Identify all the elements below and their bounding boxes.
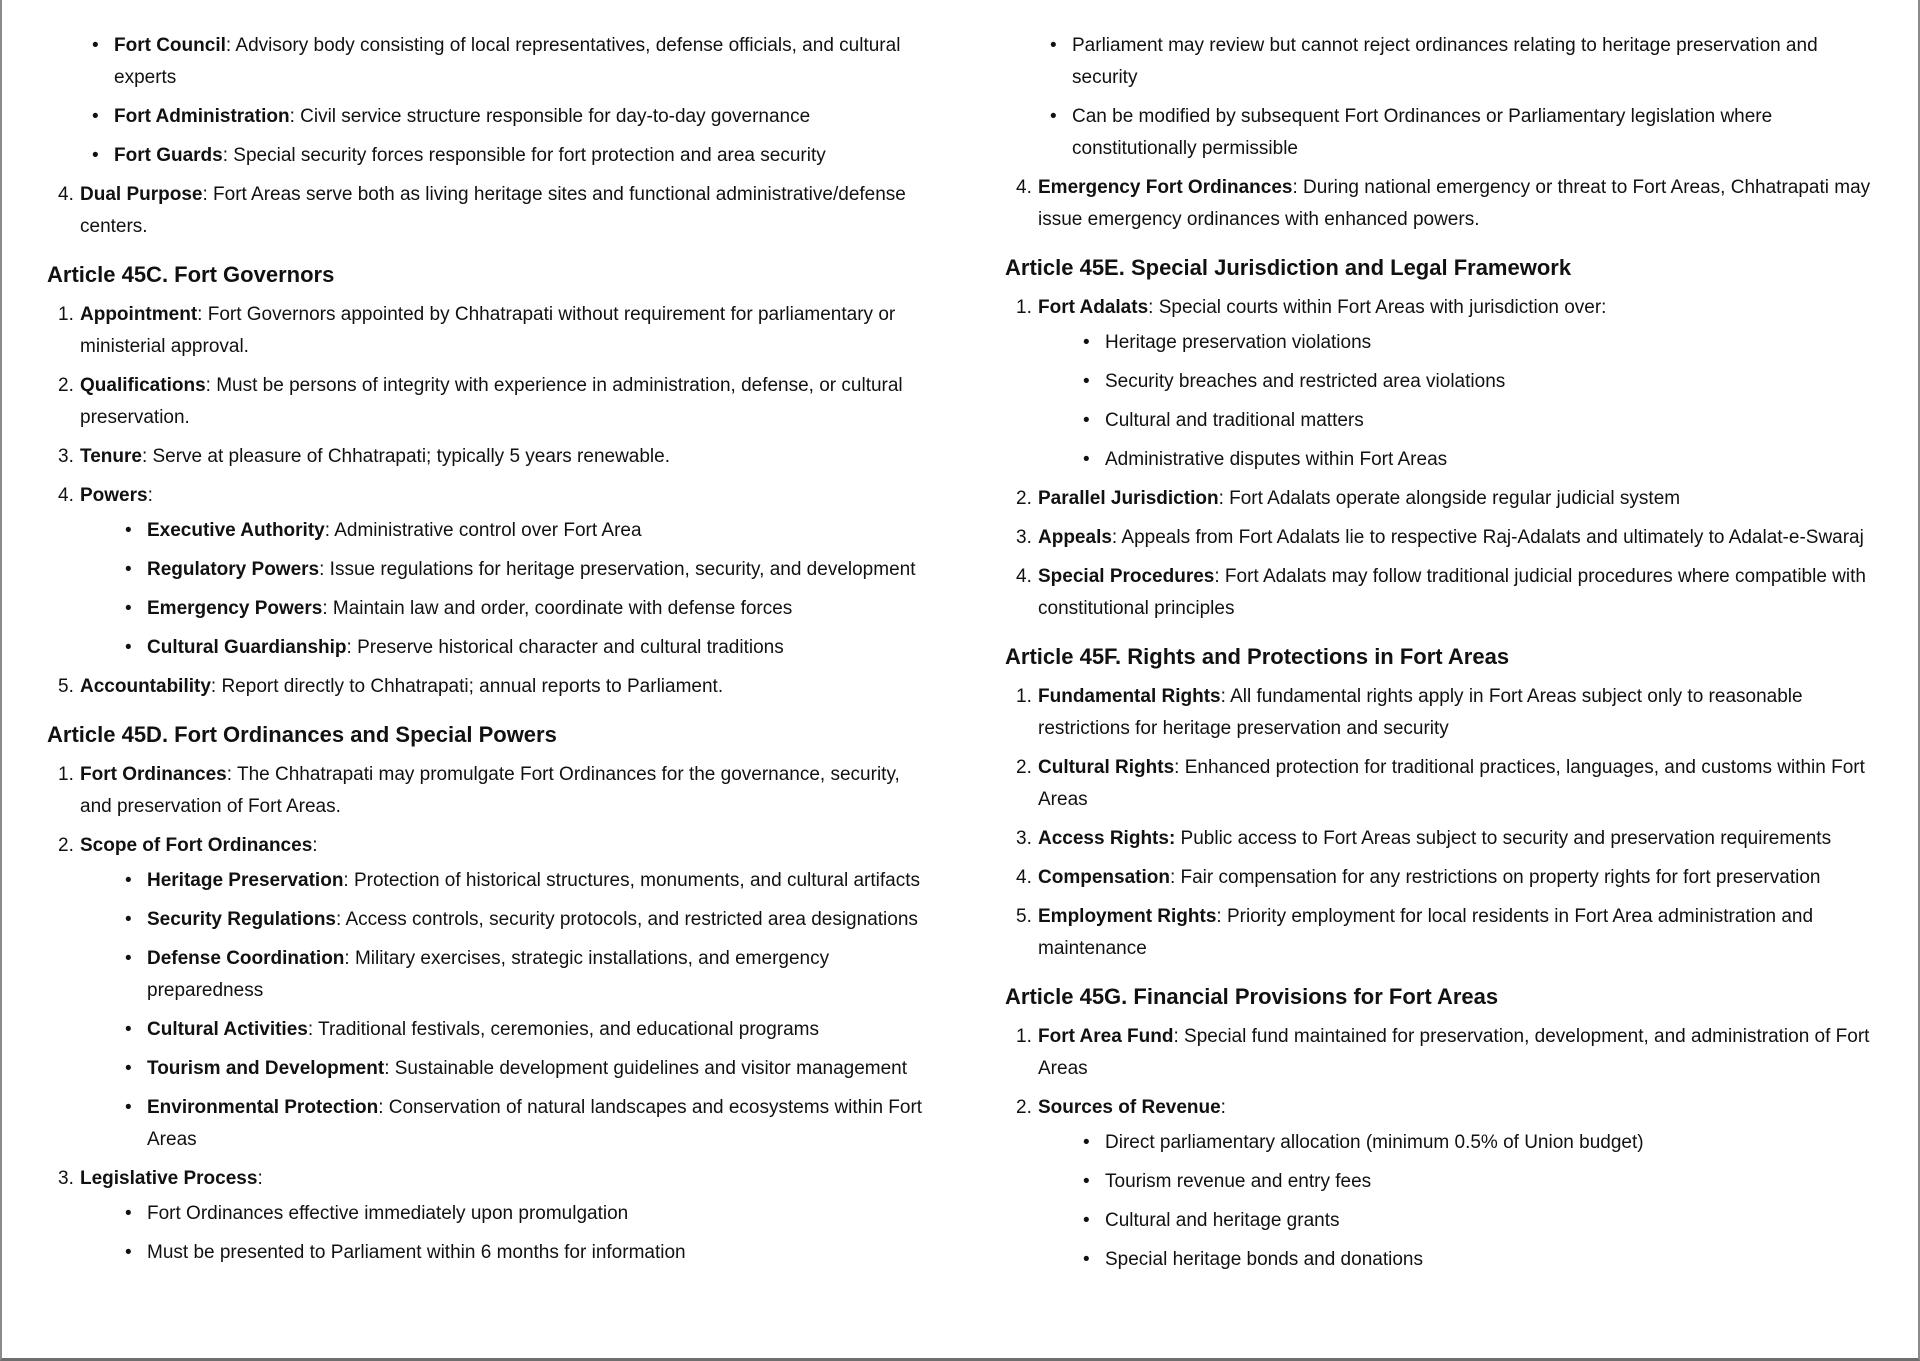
item-text: : Must be persons of integrity with experience in administration, defense, or cultural preservation. — [80, 375, 903, 428]
item-term: Regulatory Powers — [147, 559, 320, 580]
bullet-icon: • — [125, 520, 132, 541]
right-column — [1005, 30, 1885, 1283]
bullet-icon: • — [1083, 1249, 1090, 1270]
list-item — [47, 1163, 927, 1269]
item-term: Compensation — [1038, 867, 1170, 888]
item-text: : Fort Adalats may follow traditional judicial procedures where compatible with constitutional principles — [1038, 566, 1866, 619]
item-number: 1. — [1016, 297, 1032, 318]
item-term: Fort Area Fund — [1038, 1026, 1174, 1047]
item-text: Parliament may review but cannot reject ordinances relating to heritage preservation and security — [1072, 35, 1818, 88]
bullet-icon: • — [125, 637, 132, 658]
list-item — [80, 593, 927, 625]
bullet-icon: • — [125, 909, 132, 930]
powers-list — [80, 515, 927, 664]
list-item — [47, 370, 927, 434]
bullet-icon: • — [1050, 106, 1057, 127]
left-column — [47, 30, 927, 1276]
item-text: : Fort Areas serve both as living heritage sites and functional administrative/defense centers. — [80, 184, 906, 237]
item-text: Tourism revenue and entry fees — [1105, 1171, 1372, 1192]
list-item — [1038, 405, 1885, 437]
item-number: 2. — [1016, 488, 1032, 509]
item-number: 4. — [58, 184, 74, 205]
item-text: : Traditional festivals, ceremonies, and educational programs — [307, 1019, 819, 1040]
bullet-icon: • — [125, 870, 132, 891]
bullet-icon: • — [1050, 35, 1057, 56]
item-term: Qualifications — [80, 375, 206, 396]
item-text: : Priority employment for local residents in Fort Area administration and maintenance — [1038, 906, 1814, 959]
emergency-ordinances-list — [1005, 172, 1885, 236]
list-item — [1038, 1244, 1885, 1276]
list-item — [1005, 823, 1885, 855]
item-number: 2. — [58, 835, 74, 856]
item-text: : Serve at pleasure of Chhatrapati; typically 5 years renewable. — [141, 446, 670, 467]
heading-article-45g: Article 45G. Financial Provisions for Fort Areas — [1005, 984, 1499, 1009]
list-item — [1005, 292, 1885, 476]
item-text: : Enhanced protection for traditional practices, languages, and customs within Fort Areas — [1038, 757, 1865, 810]
jurisdiction-list — [1038, 327, 1885, 476]
item-text: : Appeals from Fort Adalats lie to respective Raj-Adalats and ultimately to Adalat-e-Swaraj — [1111, 527, 1864, 548]
list-item — [47, 759, 927, 823]
list-item — [47, 101, 927, 133]
item-number: 1. — [1016, 686, 1032, 707]
list-item — [1005, 901, 1885, 965]
bullet-icon: • — [92, 106, 99, 127]
legislative-process-list — [80, 1198, 927, 1269]
article-45g-list — [1005, 1021, 1885, 1276]
item-term: Fort Ordinances — [80, 764, 227, 785]
item-term: Employment Rights — [1038, 906, 1217, 927]
item-text: : Fort Adalats operate alongside regular judicial system — [1218, 488, 1681, 509]
item-number: 3. — [1016, 527, 1032, 548]
heading-article-45f: Article 45F. Rights and Protections in Fort Areas — [1005, 644, 1510, 669]
item-term: Special Procedures — [1038, 566, 1215, 587]
bullet-icon: • — [125, 1019, 132, 1040]
bullet-icon: • — [1083, 371, 1090, 392]
item-number: 2. — [58, 375, 74, 396]
list-item — [80, 515, 927, 547]
bullet-icon: • — [1083, 1171, 1090, 1192]
heading-article-45c: Article 45C. Fort Governors — [47, 262, 335, 287]
item-number: 3. — [58, 1168, 74, 1189]
list-item — [80, 865, 927, 897]
item-text: : Maintain law and order, coordinate with defense forces — [322, 598, 793, 619]
item-term: Emergency Fort Ordinances — [1038, 177, 1293, 198]
bullet-icon: • — [1083, 332, 1090, 353]
item-number: 4. — [1016, 566, 1032, 587]
list-item — [47, 179, 927, 243]
item-text: : Fair compensation for any restrictions on property rights for fort preservation — [1169, 867, 1821, 888]
item-number: 3. — [1016, 828, 1032, 849]
item-text: : Special fund maintained for preservation, development, and administration of Fort Areas — [1038, 1026, 1870, 1079]
bullet-icon: • — [1083, 449, 1090, 470]
item-text: : The Chhatrapati may promulgate Fort Ordinances for the governance, security, and preservation of Fort Areas. — [80, 764, 900, 817]
article-45d-list — [47, 759, 927, 1269]
list-item — [1005, 752, 1885, 816]
item-text: Heritage preservation violations — [1105, 332, 1372, 353]
list-item — [1038, 327, 1885, 359]
list-item — [1005, 30, 1885, 94]
list-item — [47, 480, 927, 664]
item-term: Cultural Rights — [1038, 757, 1175, 778]
bullet-icon: • — [125, 559, 132, 580]
fort-bodies-list — [47, 30, 927, 172]
bullet-icon: • — [125, 948, 132, 969]
article-45f-list — [1005, 681, 1885, 965]
item-term: Scope of Fort Ordinances — [80, 835, 313, 856]
item-term: Tourism and Development — [147, 1058, 385, 1079]
list-item — [80, 943, 927, 1007]
item-text: Fort Ordinances effective immediately upon promulgation — [147, 1203, 629, 1224]
list-item — [1038, 1166, 1885, 1198]
item-text: : All fundamental rights apply in Fort Areas subject only to reasonable restrictions for heritage preservation and security — [1038, 686, 1803, 739]
item-text: Can be modified by subsequent Fort Ordinances or Parliamentary legislation where constitutionally permissible — [1072, 106, 1773, 159]
revenue-sources-list — [1038, 1127, 1885, 1276]
item-number: 1. — [1016, 1026, 1032, 1047]
item-text: : Report directly to Chhatrapati; annual reports to Parliament. — [210, 676, 724, 697]
item-text: : Sustainable development guidelines and visitor management — [384, 1058, 908, 1079]
item-term: Legislative Process — [80, 1168, 258, 1189]
bullet-icon: • — [1083, 410, 1090, 431]
bullet-icon: • — [125, 1242, 132, 1263]
item-term: Environmental Protection — [147, 1097, 379, 1118]
item-text: Direct parliamentary allocation (minimum 0.5% of Union budget) — [1105, 1132, 1644, 1153]
item-term: Parallel Jurisdiction — [1038, 488, 1219, 509]
item-term: Access Rights: — [1038, 828, 1176, 849]
item-text: : During national emergency or threat to Fort Areas, Chhatrapati may issue emergency ordinances with enhanced powers. — [1038, 177, 1871, 230]
list-item — [1005, 172, 1885, 236]
item-text: Must be presented to Parliament within 6 months for information — [147, 1242, 686, 1263]
list-item — [80, 1092, 927, 1156]
heading-article-45e: Article 45E. Special Jurisdiction and Legal Framework — [1005, 255, 1572, 280]
item-term: Fort Adalats — [1038, 297, 1149, 318]
item-term: Dual Purpose — [80, 184, 203, 205]
bullet-icon: • — [1083, 1132, 1090, 1153]
list-item — [1005, 483, 1885, 515]
list-item — [47, 140, 927, 172]
bullet-icon: • — [125, 1097, 132, 1118]
item-number: 1. — [58, 764, 74, 785]
list-item — [47, 830, 927, 1156]
item-text: : Protection of historical structures, monuments, and cultural artifacts — [343, 870, 920, 891]
item-term: Appointment — [80, 304, 198, 325]
list-item — [1005, 522, 1885, 554]
list-item — [1005, 1021, 1885, 1085]
list-item — [1005, 101, 1885, 165]
scope-list — [80, 865, 927, 1156]
item-text: : Special security forces responsible for fort protection and area security — [222, 145, 826, 166]
item-term: Tenure — [80, 446, 142, 467]
item-text: : — [147, 485, 153, 506]
list-item — [1038, 1127, 1885, 1159]
list-item — [80, 554, 927, 586]
item-text: Cultural and heritage grants — [1105, 1210, 1340, 1231]
list-item — [80, 1053, 927, 1085]
item-number: 5. — [58, 676, 74, 697]
item-term: Executive Authority — [147, 520, 325, 541]
item-text: Administrative disputes within Fort Areas — [1105, 449, 1448, 470]
item-text: : Issue regulations for heritage preservation, security, and development — [319, 559, 916, 580]
bullet-icon: • — [1083, 1210, 1090, 1231]
list-item — [1038, 366, 1885, 398]
bullet-icon: • — [92, 145, 99, 166]
list-item — [1005, 681, 1885, 745]
item-number: 2. — [1016, 1097, 1032, 1118]
bullet-icon: • — [92, 35, 99, 56]
item-term: Emergency Powers — [147, 598, 323, 619]
list-item — [1038, 444, 1885, 476]
item-number: 4. — [1016, 177, 1032, 198]
item-term: Security Regulations — [147, 909, 336, 930]
item-number: 4. — [58, 485, 74, 506]
item-text: Special heritage bonds and donations — [1105, 1249, 1423, 1270]
item-term: Fundamental Rights — [1038, 686, 1221, 707]
bullet-icon: • — [125, 598, 132, 619]
bullet-icon: • — [125, 1203, 132, 1224]
list-item — [1005, 1092, 1885, 1276]
list-item — [80, 904, 927, 936]
item-text: Cultural and traditional matters — [1105, 410, 1364, 431]
item-number: 2. — [1016, 757, 1032, 778]
item-text: : Civil service structure responsible for day-to-day governance — [289, 106, 811, 127]
bullet-icon: • — [125, 1058, 132, 1079]
item-number: 5. — [1016, 906, 1032, 927]
article-45c-list — [47, 299, 927, 703]
list-item — [1038, 1205, 1885, 1237]
item-text: : Military exercises, strategic installations, and emergency preparedness — [147, 948, 830, 1001]
item-term: Cultural Guardianship — [147, 637, 347, 658]
item-text: Public access to Fort Areas subject to security and preservation requirements — [1175, 828, 1832, 849]
item-term: Appeals — [1038, 527, 1112, 548]
item-term: Heritage Preservation — [147, 870, 344, 891]
list-item — [47, 30, 927, 94]
list-item — [47, 441, 927, 473]
item-text: : Fort Governors appointed by Chhatrapati without requirement for parliamentary or ministerial approval. — [80, 304, 896, 357]
item-term: Fort Guards — [114, 145, 223, 166]
item-text: : — [312, 835, 318, 856]
heading-article-45d: Article 45D. Fort Ordinances and Special Powers — [47, 722, 557, 747]
list-item — [80, 1014, 927, 1046]
item-number: 1. — [58, 304, 74, 325]
item-text: : Preserve historical character and cultural traditions — [346, 637, 784, 658]
item-text: : Administrative control over Fort Area — [324, 520, 642, 541]
list-item — [1005, 561, 1885, 625]
item-term: Cultural Activities — [147, 1019, 308, 1040]
item-term: Powers — [80, 485, 148, 506]
item-text: : Access controls, security protocols, and restricted area designations — [336, 909, 918, 930]
list-item — [47, 299, 927, 363]
list-item — [1005, 862, 1885, 894]
list-item — [80, 632, 927, 664]
item-number: 3. — [58, 446, 74, 467]
item-text: : — [257, 1168, 263, 1189]
list-item — [80, 1198, 927, 1230]
item-text: : Advisory body consisting of local representatives, defense officials, and cultural experts — [114, 35, 901, 88]
item-text: : Conservation of natural landscapes and ecosystems within Fort Areas — [147, 1097, 923, 1150]
parliament-review-list — [1005, 30, 1885, 165]
list-item — [47, 671, 927, 703]
item-term: Accountability — [80, 676, 211, 697]
item-term: Sources of Revenue — [1038, 1097, 1221, 1118]
item-term: Defense Coordination — [147, 948, 345, 969]
article-45e-list — [1005, 292, 1885, 625]
item-text: : Special courts within Fort Areas with jurisdiction over: — [1148, 297, 1607, 318]
item-term: Fort Council — [114, 35, 226, 56]
dual-purpose-list — [47, 179, 927, 243]
item-term: Fort Administration — [114, 106, 290, 127]
item-number: 4. — [1016, 867, 1032, 888]
item-text: Security breaches and restricted area violations — [1105, 371, 1506, 392]
list-item — [80, 1237, 927, 1269]
item-text: : — [1220, 1097, 1226, 1118]
